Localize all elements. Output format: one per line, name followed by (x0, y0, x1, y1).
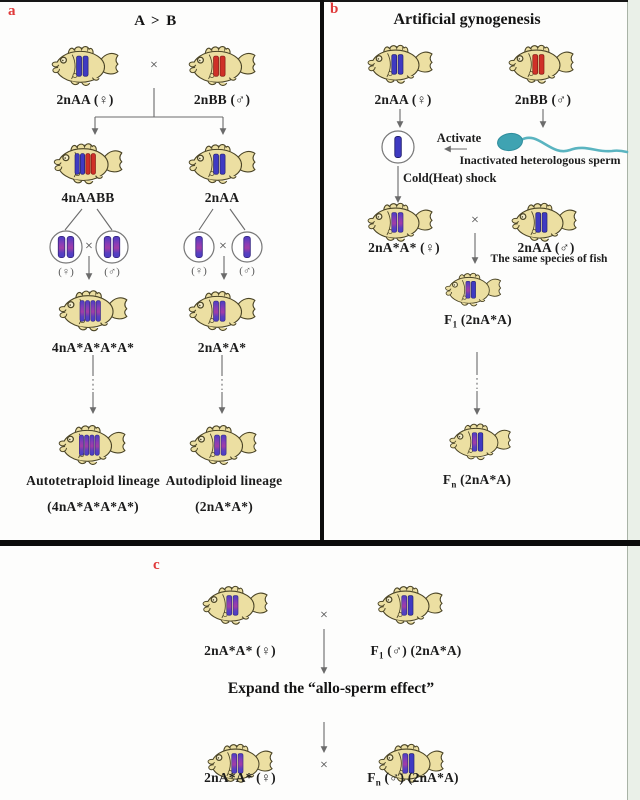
fish-caption: $F_1$ (♂) (2nA*A) (370, 643, 462, 661)
fish-caption: 2nA*A* (197, 340, 247, 355)
expand-allosperm-label: Expand the “allo-sperm effect” (227, 680, 435, 697)
fish-caption: 2nAA (♂) (517, 240, 575, 255)
cold-heat-shock-label: Cold(Heat) shock (403, 171, 497, 185)
panel-a-title: A > B (134, 13, 178, 29)
panel-letter-c: c (153, 557, 160, 573)
fish-caption: 2nAA (♀) (56, 92, 114, 107)
fish-caption: 4nA*A*A*A* (51, 340, 135, 355)
fish-caption: Autodiploid lineage (165, 473, 283, 488)
same-species-label: The same species of fish (490, 253, 608, 265)
fish-caption: Autotetraploid lineage (26, 473, 160, 488)
inactivated-sperm-label: Inactivated heterologous sperm (459, 153, 621, 167)
cross-symbol: × (320, 758, 328, 773)
gamete-sex-label: (♀) (58, 266, 74, 278)
cross-symbol: × (150, 58, 158, 73)
fish-caption: 2nBB (♂) (193, 92, 251, 107)
panel-b-title: Artificial gynogenesis (393, 11, 541, 28)
cross-symbol: × (219, 239, 227, 254)
panel-letter-a: a (8, 3, 16, 19)
fish-caption: 2nA*A* (♀) (204, 643, 276, 658)
cross-symbol: × (471, 213, 479, 228)
gamete-sex-label: (♂) (239, 265, 255, 277)
fish-caption: (4nA*A*A*A*) (47, 499, 139, 514)
gamete-sex-label: (♂) (104, 266, 120, 278)
fish-caption: 2nAA (204, 190, 240, 205)
fish-caption: 2nA*A* (♀) (368, 240, 440, 255)
fish-caption: 2nAA (♀) (374, 92, 432, 107)
fish-caption: $F_n$ (♂) (2nA*A) (367, 770, 459, 788)
activate-label: Activate (436, 131, 482, 145)
cross-symbol: × (320, 608, 328, 623)
fish-caption: (2nA*A*) (195, 499, 253, 514)
fish-caption: 2nA*A* (♀) (204, 770, 276, 785)
fish-caption: $F_1$ (2nA*A) (444, 312, 512, 330)
gamete-sex-label: (♀) (191, 265, 207, 277)
fish-caption: 2nBB (♂) (514, 92, 572, 107)
cross-symbol: × (85, 239, 93, 254)
panel-letter-b: b (330, 1, 339, 17)
fish-caption: 4nAABB (61, 190, 115, 205)
fish-caption: $F_n$ (2nA*A) (442, 472, 512, 490)
